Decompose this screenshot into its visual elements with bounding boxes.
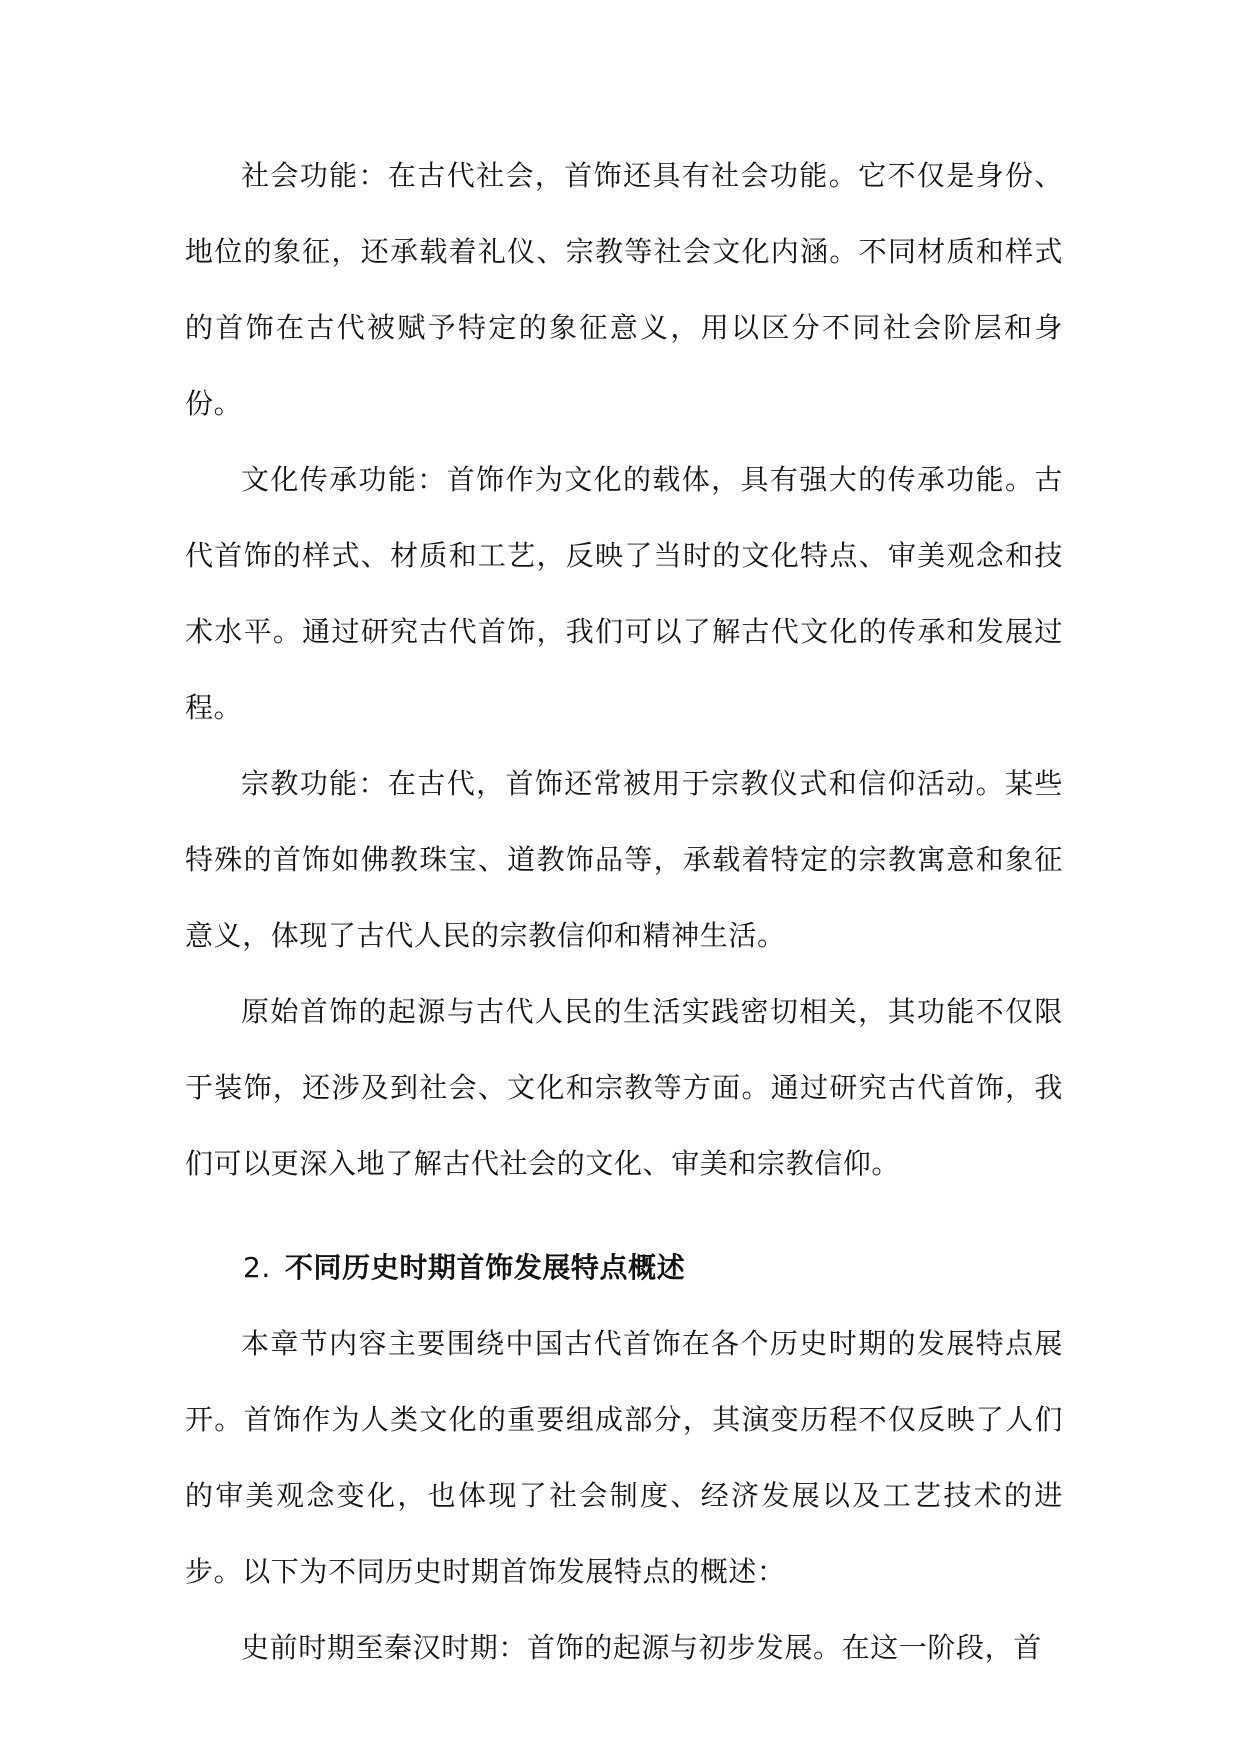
paragraph-prehistoric-period: 史前时期至秦汉时期：首饰的起源与初步发展。在这一阶段，首	[241, 1631, 1042, 1664]
section-heading	[185, 1230, 1063, 1306]
paragraph-social-function: 社会功能：在古代社会，首饰还具有社会功能。它不仅是身份、地位的象征，还承载着礼仪、宗教等社会文化内涵。不同材质和样式的首饰在古代被赋予特定的象征意义，用以区分不同社会阶层和身份。	[185, 159, 1063, 420]
paragraph-chapter-intro: 本章节内容主要围绕中国古代首饰在各个历史时期的发展特点展开。首饰作为人类文化的重要组成部分，其演变历程不仅反映了人们的审美观念变化，也体现了社会制度、经济发展以及工艺技术的进步。以下为不同历史时期首饰发展特点的概述：	[185, 1327, 1063, 1588]
paragraph-summary: 原始首饰的起源与古代人民的生活实践密切相关，其功能不仅限于装饰，还涉及到社会、文化和宗教等方面。通过研究古代首饰，我们可以更深入地了解古代社会的文化、审美和宗教信仰。	[185, 995, 1063, 1180]
paragraph-religious-function: 宗教功能：在古代，首饰还常被用于宗教仪式和信仰活动。某些特殊的首饰如佛教珠宝、道教饰品等，承载着特定的宗教寓意和象征意义，体现了古代人民的宗教信仰和精神生活。	[185, 767, 1063, 952]
section-number: 2.	[243, 1251, 271, 1284]
paragraph-cultural-inheritance: 文化传承功能：首饰作为文化的载体，具有强大的传承功能。古代首饰的样式、材质和工艺，反映了当时的文化特点、审美观念和技术水平。通过研究古代首饰，我们可以了解古代文化的传承和发展过程。	[185, 463, 1063, 724]
document-page	[185, 138, 1063, 1686]
section-title: 不同历史时期首饰发展特点概述	[284, 1251, 686, 1284]
